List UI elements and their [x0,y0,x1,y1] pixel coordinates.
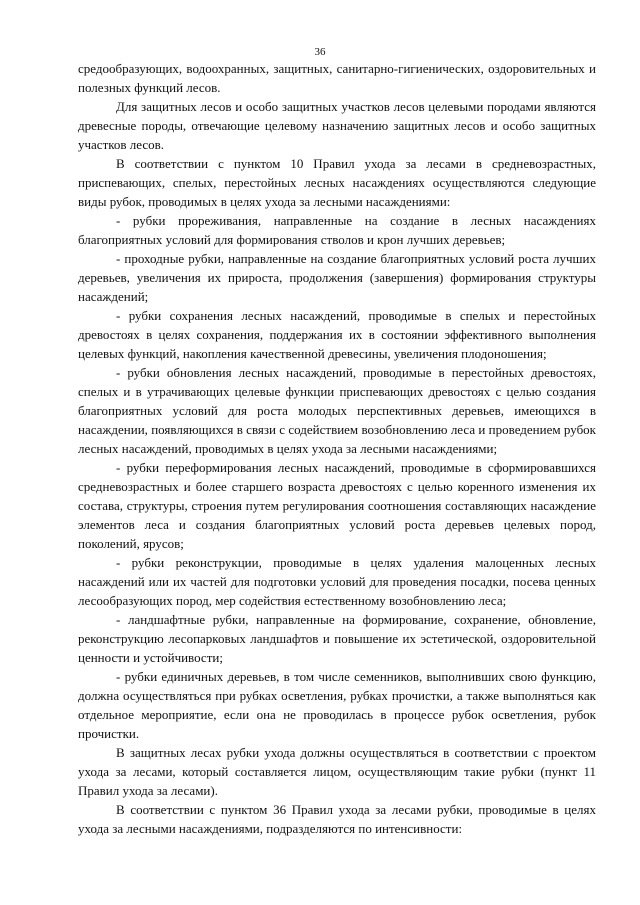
paragraph: Для защитных лесов и особо защитных участков лесов целевыми породами являются древесные породы, отвечающие целевому назначению защитных лесов и особо защитных участков лесов. [78,99,596,152]
list-item: - рубки реконструкции, проводимые в целях удаления малоценных лесных насаждений или их частей для подготовки условий для проведения посадки, посева ценных лесообразующих пород, мер содействия естественному возобновлению леса; [78,555,596,608]
paragraph: В защитных лесах рубки ухода должны осуществляться в соответствии с проектом ухода за лесами, который составляется лицом, осуществляющим такие рубки (пункт 11 Правил ухода за лесами). [78,745,596,798]
list-item: - рубки единичных деревьев, в том числе семенников, выполнивших свою функцию, должна осуществляться при рубках осветления, рубках прочистки, а также выполняться как отдельное мероприятие, если она не проводилась в процессе рубок осветления, рубок прочистки. [78,669,596,741]
list-item: - ландшафтные рубки, направленные на формирование, сохранение, обновление, реконструкцию лесопарковых ландшафтов и повышение их эстетической, оздоровительной ценности и устойчивости; [78,612,596,665]
list-item: - рубки прореживания, направленные на создание в лесных насаждениях благоприятных условий для формирования стволов и крон лучших деревьев; [78,213,596,247]
list-item: - рубки переформирования лесных насаждений, проводимые в сформировавшихся средневозрастных и более старшего возраста древостоях с целью коренного изменения их состава, структуры, строения путем регулирования соотношения составляющих насаждение элементов леса и создания благоприятных условий роста деревьев целевых пород, поколений, ярусов; [78,460,596,551]
list-item: - рубки обновления лесных насаждений, проводимые в перестойных древостоях, спелых и в утрачивающих целевые функции приспевающих древостоях с целью создания благоприятных условий для роста молодых перспективных деревьев, имеющихся в насаждении, появляющихся в связи с содействием возобновлению леса и проведением рубок лесных насаждений, проводимых в целях ухода за лесными насаждениями; [78,365,596,456]
list-item: - проходные рубки, направленные на создание благоприятных условий роста лучших деревьев, увеличения их прироста, продолжения (завершения) формирования структуры насаждений; [78,251,596,304]
paragraph: В соответствии с пунктом 10 Правил ухода за лесами в средневозрастных, приспевающих, спелых, перестойных лесных насаждениях осуществляются следующие виды рубок, проводимых в целях ухода за лесными насаждениями: [78,156,596,209]
continuation-paragraph: средообразующих, водоохранных, защитных, санитарно-гигиенических, оздоровительных и полезных функций лесов. [78,61,596,95]
document-body [78,59,596,838]
list-item: - рубки сохранения лесных насаждений, проводимые в спелых и перестойных древостоях в целях сохранения, поддержания их в состоянии эффективного выполнения целевых функций, накопления качественной древесины, увеличения плодоношения; [78,308,596,361]
page-number: 36 [314,46,326,58]
paragraph: В соответствии с пунктом 36 Правил ухода за лесами рубки, проводимые в целях ухода за лесными насаждениями, подразделяются по интенсивности: [78,802,596,836]
